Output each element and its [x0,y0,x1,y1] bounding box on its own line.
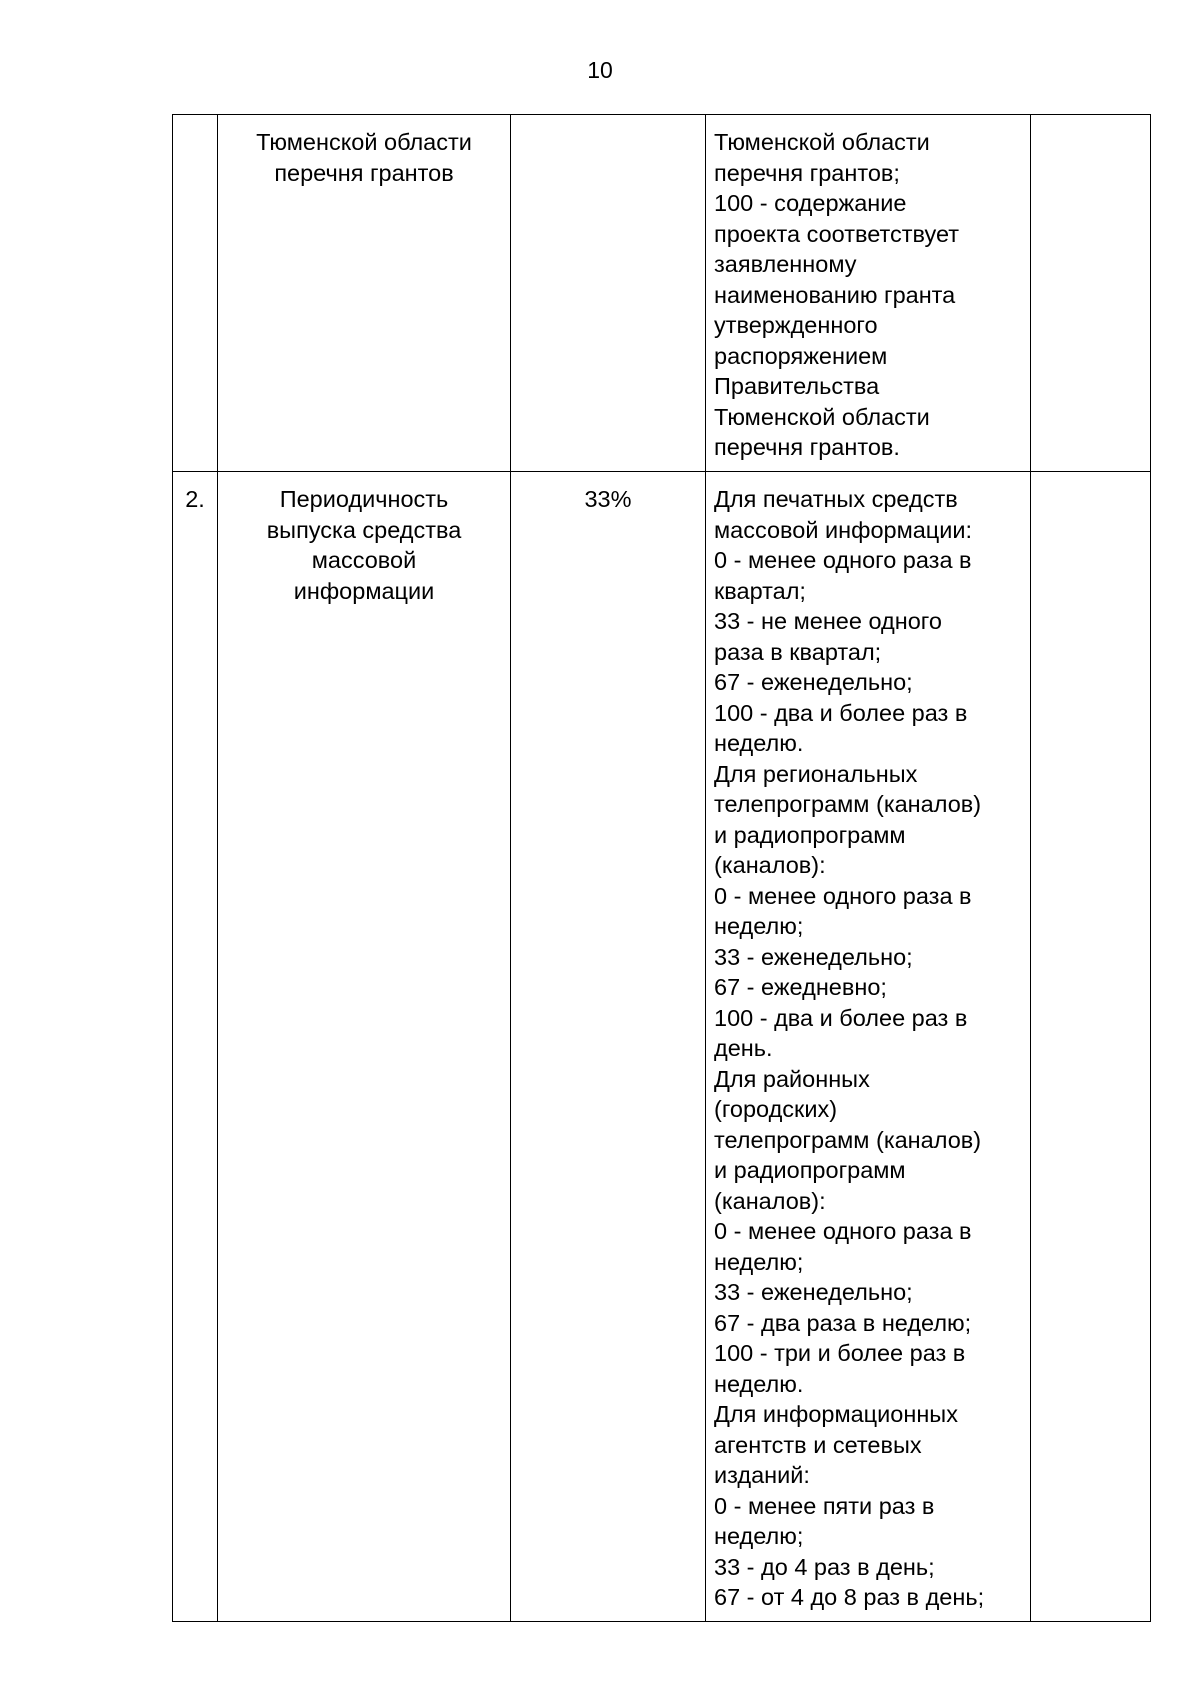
text-line: изданий: [714,1462,810,1488]
text-line: неделю; [714,1523,804,1549]
text-line: проекта соответствует [714,220,960,247]
text-line: неделю; [714,913,804,939]
weight-cell [511,472,706,1622]
text-line: квартал; [714,577,806,604]
text-line: 33 - еженедельно; [714,943,913,970]
text-line: (каналов): [714,852,826,878]
description-text [714,127,1022,463]
text-line: Для печатных средств [714,486,958,512]
text-line: наименованию гранта [714,281,956,308]
weight-cell [511,115,706,472]
text-line: Правительства [714,373,880,399]
table-row [173,472,1151,1622]
text-line: неделю. [714,730,804,756]
text-line: выпуска средства [266,516,462,543]
text-line: массовой информации: [714,516,973,543]
text-line: день. [714,1035,773,1061]
page-number: 10 [587,57,613,83]
text-line: (городских) [714,1096,838,1122]
text-line: распоряжением [714,342,888,369]
text-line: неделю. [714,1370,804,1397]
text-line: 33 - до 4 раз в день; [714,1553,935,1580]
description-text [714,484,1022,1613]
text-line: раза в квартал; [714,638,882,665]
criterion-text [226,127,502,188]
text-line: 0 - менее пяти раз в [714,1492,935,1519]
text-line: 100 - содержание [714,190,907,216]
text-line: утвержденного [714,312,878,338]
extra-cell [1031,472,1151,1622]
description-cell [706,472,1031,1622]
extra-cell [1031,115,1151,472]
text-line: (каналов): [714,1187,826,1214]
description-cell [706,115,1031,472]
text-line: и радиопрограмм [714,821,906,848]
text-line: неделю; [714,1248,804,1275]
text-line: Тюменской области [714,403,930,430]
text-line: телепрограмм (каналов) [714,791,982,817]
text-line: агентств и сетевых [714,1431,922,1458]
text-line: 100 - два и более раз в [714,699,968,726]
text-line: массовой [311,547,417,573]
text-line: 0 - менее одного раза в [714,547,972,573]
text-line: 33 - не менее одного [714,608,942,634]
text-line: Тюменской области [256,129,472,155]
criterion-text [226,484,502,606]
text-line: 33 - еженедельно; [714,1279,913,1305]
text-line: телепрограмм (каналов) [714,1126,982,1153]
row-number-cell [173,472,218,1622]
row-number-cell [173,115,218,472]
criterion-cell [218,472,511,1622]
text-line: 0 - менее одного раза в [714,1218,972,1244]
text-line: Для региональных [714,760,918,787]
row-number: 2. [185,486,205,512]
criteria-table [172,114,1151,1622]
text-line: 0 - менее одного раза в [714,882,972,909]
text-line: Для информационных [714,1401,958,1427]
text-line: 100 - два и более раз в [714,1004,968,1031]
text-line: Для районных [714,1065,870,1092]
text-line: перечня грантов [274,159,454,186]
weight-value: 33% [584,486,632,512]
text-line: 67 - два раза в неделю; [714,1309,972,1336]
text-line: 67 - ежедневно; [714,974,887,1000]
text-line: Периодичность [279,486,449,512]
text-line: перечня грантов. [714,434,900,460]
text-line: Тюменской области [714,129,930,155]
text-line: 67 - еженедельно; [714,669,913,695]
text-line: 100 - три и более раз в [714,1340,966,1366]
text-line: и радиопрограмм [714,1157,906,1183]
text-line: заявленному [714,251,857,277]
text-line: перечня грантов; [714,159,900,186]
text-line: информации [293,577,435,604]
text-line: 67 - от 4 до 8 раз в день; [714,1584,985,1610]
criterion-cell [218,115,511,472]
table-row [173,115,1151,472]
